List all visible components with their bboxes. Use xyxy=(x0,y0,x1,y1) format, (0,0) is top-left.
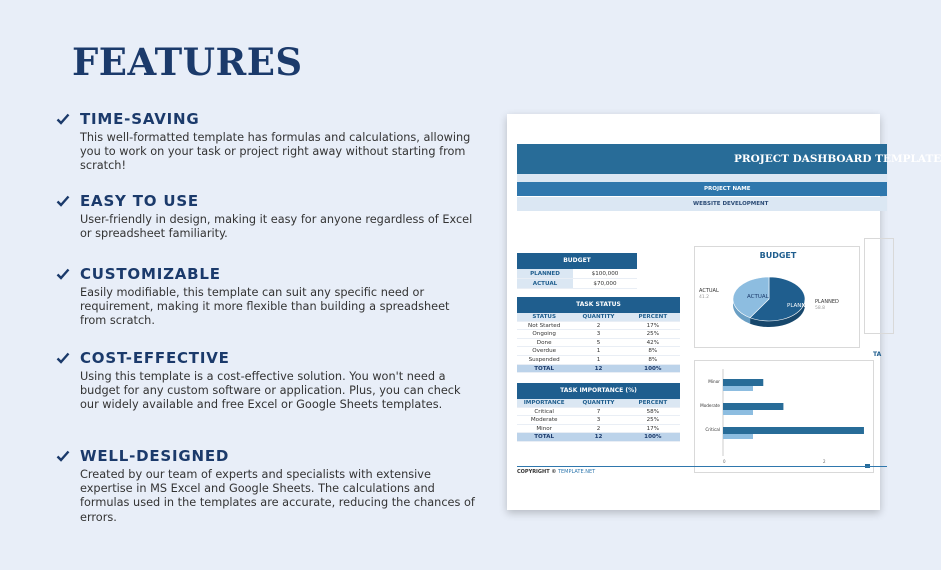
feature-time-saving xyxy=(56,110,476,174)
check-icon xyxy=(56,267,70,281)
column-header: STATUS xyxy=(532,314,557,320)
cell: 8% xyxy=(648,348,658,355)
pie-chart-svg xyxy=(695,247,861,349)
table-row xyxy=(517,425,680,434)
bar-quantity xyxy=(723,403,783,410)
divider xyxy=(517,466,887,467)
column-header: PERCENT xyxy=(638,314,668,320)
budget-pie-chart xyxy=(694,246,860,348)
table-row xyxy=(517,322,680,331)
cell: Not Started xyxy=(528,322,561,329)
page-title: FEATURES xyxy=(72,40,303,84)
cell: 8% xyxy=(648,356,658,363)
table-row xyxy=(517,339,680,348)
bar-category-label: Critical xyxy=(705,427,720,432)
bar-category-label: Minor xyxy=(708,379,720,384)
cell: 3 xyxy=(596,331,601,338)
table-total-row xyxy=(517,433,680,442)
check-icon xyxy=(56,194,70,208)
task-status-table xyxy=(517,297,680,373)
bar-quantity xyxy=(723,379,763,386)
cell: 17% xyxy=(646,425,660,432)
cell: 12 xyxy=(594,434,603,441)
cell: 2 xyxy=(596,322,601,329)
copyright-brand: TEMPLATE.NET xyxy=(557,469,596,475)
importance-bar-chart xyxy=(694,360,874,473)
cell: Done xyxy=(536,339,552,346)
table-row xyxy=(517,279,637,289)
feature-body: Easily modifiable, this template can suit any specific need or requirement, making it more flexible than building a spreadsheet from scratch. xyxy=(80,286,450,328)
cell: Minor xyxy=(536,425,552,432)
cell: Ongoing xyxy=(532,331,556,338)
pie-percent-label: 41.2 xyxy=(699,295,710,300)
copyright-prefix: COPYRIGHT © xyxy=(517,469,557,475)
bar-quantity xyxy=(723,427,864,434)
feature-heading: WELL-DESIGNED xyxy=(80,447,230,465)
pie-percent-label: 58.8 xyxy=(815,306,826,311)
pie-slice-label: PLANNED xyxy=(787,303,814,309)
chart-title: BUDGET xyxy=(759,251,797,260)
pie-outside-label: ACTUAL xyxy=(699,288,719,294)
cell: 1 xyxy=(596,348,601,355)
cell: 100% xyxy=(644,365,662,372)
check-icon xyxy=(56,449,70,463)
feature-heading: TIME-SAVING xyxy=(80,110,200,128)
cell: TOTAL xyxy=(534,434,555,441)
budget-title: BUDGET xyxy=(517,253,637,269)
feature-heading: CUSTOMIZABLE xyxy=(80,265,221,283)
table-row xyxy=(517,416,680,425)
feature-customizable xyxy=(56,265,476,329)
feature-body: Created by our team of experts and specialists with extensive expertise in MS Excel and Google Sheets. The calculations and formulas used in the templates are accurate, reducing the chances of errors. xyxy=(80,468,475,524)
cell: 2 xyxy=(596,425,601,432)
cell: 1 xyxy=(596,356,601,363)
feature-body: User-friendly in design, making it easy for anyone regardless of Excel or spreadsheet familiarity. xyxy=(80,213,473,241)
task-importance-title: TASK IMPORTANCE (%) xyxy=(517,383,680,399)
side-chart-fragment xyxy=(864,238,894,334)
cell: Moderate xyxy=(530,417,558,424)
spreadsheet-preview xyxy=(507,114,941,510)
check-icon xyxy=(56,112,70,126)
cell: 5 xyxy=(596,339,601,346)
table-row xyxy=(517,330,680,339)
budget-label: ACTUAL xyxy=(517,279,573,288)
cell: Suspended xyxy=(528,356,560,363)
pie-outside-label: PLANNED xyxy=(815,299,839,305)
sheet-strip xyxy=(517,174,887,182)
side-chart-title: TA xyxy=(873,351,882,358)
feature-heading: COST-EFFECTIVE xyxy=(80,349,230,367)
budget-table xyxy=(517,253,637,289)
project-name-value: WEBSITE DEVELOPMENT xyxy=(517,197,887,211)
cell: 58% xyxy=(646,408,660,415)
budget-value: $100,000 xyxy=(591,271,619,277)
copyright xyxy=(517,469,595,475)
table-header-row xyxy=(517,399,680,408)
cell: 17% xyxy=(646,322,660,329)
column-header: QUANTITY xyxy=(582,400,615,406)
budget-label: PLANNED xyxy=(517,269,573,278)
sheet-banner: PROJECT DASHBOARD TEMPLATE xyxy=(517,144,887,174)
cell: 12 xyxy=(594,365,603,372)
bar-percent xyxy=(723,410,753,415)
feature-well-designed xyxy=(56,447,476,525)
feature-cost-effective xyxy=(56,349,476,413)
task-importance-table xyxy=(517,383,680,442)
column-header: PERCENT xyxy=(638,400,668,406)
feature-heading: EASY TO USE xyxy=(80,192,199,210)
table-row xyxy=(517,347,680,356)
table-row xyxy=(517,408,680,417)
bar-percent xyxy=(723,386,753,391)
bar-chart-svg xyxy=(695,361,875,474)
table-total-row xyxy=(517,365,680,374)
table-row xyxy=(517,269,637,279)
cell: Critical xyxy=(534,408,554,415)
cell: 25% xyxy=(646,331,660,338)
table-row xyxy=(517,356,680,365)
bar-percent xyxy=(723,434,753,439)
cell: TOTAL xyxy=(534,365,555,372)
bar-category-label: Moderate xyxy=(700,403,720,408)
task-status-title: TASK STATUS xyxy=(517,297,680,313)
budget-value: $70,000 xyxy=(593,281,617,287)
column-header: QUANTITY xyxy=(582,314,615,320)
bar-x-tick: 2 xyxy=(823,459,826,464)
cell: 42% xyxy=(646,339,660,346)
feature-body: This well-formatted template has formulas and calculations, allowing you to work on your task or project right away without starting from scratch! xyxy=(80,131,471,173)
cell: Overdue xyxy=(532,348,557,355)
feature-easy-to-use xyxy=(56,192,476,241)
cell: 100% xyxy=(644,434,662,441)
project-name-label: PROJECT NAME xyxy=(517,182,887,196)
table-header-row xyxy=(517,313,680,322)
check-icon xyxy=(56,351,70,365)
pie-slice-label: ACTUAL xyxy=(747,294,769,300)
cell: 25% xyxy=(646,417,660,424)
bar-x-tick: 0 xyxy=(723,459,726,464)
column-header: IMPORTANCE xyxy=(523,400,565,406)
cell: 7 xyxy=(596,408,601,415)
cell: 3 xyxy=(596,417,601,424)
feature-body: Using this template is a cost-effective solution. You won't need a budget for any custom software or application. Plus, you can check our widely available and free Excel or Google Sheets templates. xyxy=(80,370,461,412)
